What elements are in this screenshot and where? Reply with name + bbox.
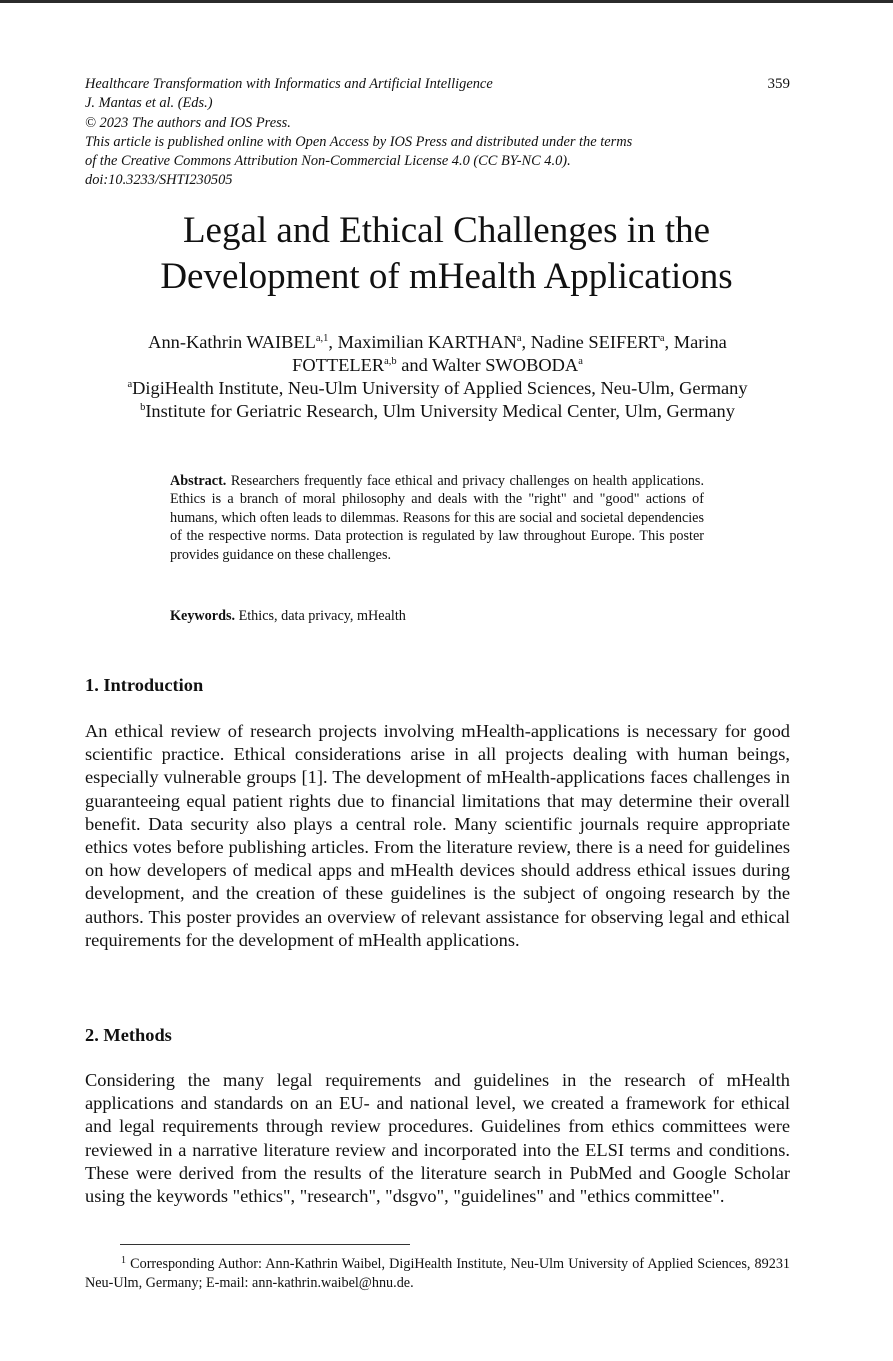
keywords-text: Ethics, data privacy, mHealth <box>238 608 406 624</box>
footnote-marker: 1 <box>121 1255 126 1266</box>
header-line-copyright: © 2023 The authors and IOS Press. <box>85 114 291 131</box>
author-name: FOTTELER <box>292 355 385 375</box>
affiliation-mark: b <box>140 402 146 413</box>
page-top-border <box>0 0 893 3</box>
introduction-paragraph: An ethical review of research projects involving mHealth-applications is necessary for good scientific practice. Ethical considerations arise in all projects dealing with human beings, especially vulnerable groups [1]. The development of mHealth-applications faces challenges in guaranteeing equal patient rights due to financial limitations that may determine their overall benefit. Data security also plays a central role. Many scientific journals require appropriate ethics votes before publishing articles. From the literature review, there is a need for guidelines on how developers of medical apps and mHealth devices should address ethical issues during development, and the creation of these guidelines is the subject of ongoing research by the authors. This poster provides an overview of relevant assistance for observing legal and ethical requirements for the development of mHealth applications. <box>85 721 790 950</box>
page-number: 359 <box>767 76 790 92</box>
keywords <box>170 607 704 625</box>
affiliation-text: Institute for Geriatric Research, Ulm University Medical Center, Ulm, Germany <box>145 401 735 421</box>
author-list-line-2 <box>85 354 790 377</box>
author-name: , Maximilian KARTHAN <box>328 332 517 352</box>
publication-header <box>85 75 790 191</box>
author-block <box>85 331 790 423</box>
author-affiliation-mark: a,1 <box>315 333 329 344</box>
affiliation-b <box>85 400 790 423</box>
author-affiliation-mark: a <box>578 356 583 367</box>
keywords-label: Keywords. <box>170 608 236 624</box>
author-affiliation-mark: a <box>659 333 665 344</box>
header-line-license-1: This article is published online with Open Access by IOS Press and distributed under the terms <box>85 133 633 150</box>
author-affiliation-mark: a,b <box>384 356 397 367</box>
abstract-label: Abstract. <box>170 473 227 489</box>
section-heading-introduction: 1. Introduction <box>85 675 204 695</box>
affiliation-text: DigiHealth Institute, Neu-Ulm University of Applied Sciences, Neu-Ulm, Germany <box>132 378 748 398</box>
methods-paragraph: Considering the many legal requirements and guidelines in the research of mHealth applications and standards on an EU- and national level, we created a framework for ethical and legal requirements through review procedures. Guidelines from ethics committees were reviewed in a narrative literature review and incorporated into the ELSI terms and conditions. These were derived from the results of the literature search in PubMed and Google Scholar using the keywords "ethics", "research", "dsgvo", "guidelines" and "ethics committee". <box>85 1070 790 1207</box>
abstract-text: Researchers frequently face ethical and privacy challenges on health applications. Ethics is a branch of moral philosophy and deals with the "right" and "good" actions of humans, which often leads to dilemmas. Reasons for this are social and societal dependencies of the respective norms. Data protection is regulated by law throughout Europe. This poster provides guidance on these challenges. <box>170 473 705 563</box>
author-name: and Walter SWOBODA <box>396 355 579 375</box>
abstract <box>170 472 704 564</box>
section-heading-methods: 2. Methods <box>85 1025 172 1045</box>
paper-title-line-2: Development of mHealth Applications <box>160 256 733 297</box>
header-line-license-2: of the Creative Commons Attribution Non-Commercial License 4.0 (CC BY-NC 4.0). <box>85 153 571 170</box>
author-name: Ann-Kathrin WAIBEL <box>148 332 316 352</box>
affiliation-a <box>85 377 790 400</box>
header-line-editors: J. Mantas et al. (Eds.) <box>85 95 213 112</box>
author-name: , Marina <box>664 332 727 352</box>
author-affiliation-mark: a <box>516 333 522 344</box>
footnote <box>85 1255 790 1293</box>
header-line-doi: doi:10.3233/SHTI230505 <box>85 172 233 189</box>
header-line-book-title: Healthcare Transformation with Informatics and Artificial Intelligence <box>85 76 493 92</box>
footnote-divider <box>120 1244 410 1245</box>
paper-title-line-1: Legal and Ethical Challenges in the <box>182 210 711 251</box>
author-list-line-1 <box>85 331 790 354</box>
paper-title <box>60 208 833 300</box>
author-name: , Nadine SEIFERT <box>521 332 660 352</box>
footnote-text: Corresponding Author: Ann-Kathrin Waibel, DigiHealth Institute, Neu-Ulm University of Applied Sciences, 89231 Neu-Ulm, Germany; E-mail: ann-kathrin.waibel@hnu.de. <box>85 1256 791 1291</box>
affiliation-mark: a <box>127 379 133 390</box>
